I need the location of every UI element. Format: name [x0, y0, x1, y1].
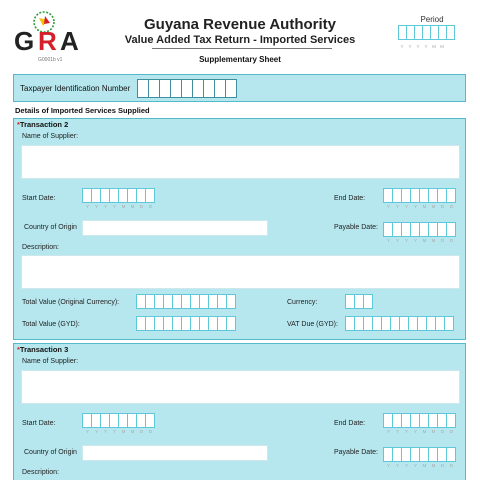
start-date-hint: Y Y Y Y M M D D — [85, 429, 153, 434]
page-title: Guyana Revenue Authority — [144, 16, 336, 33]
period-input[interactable] — [398, 25, 454, 40]
tin-panel — [13, 74, 466, 102]
amount-digit[interactable] — [444, 316, 454, 331]
sheet-label: Supplementary Sheet — [199, 55, 281, 64]
total-value-gyd-label: Total Value (GYD): — [22, 321, 80, 328]
total-value-gyd-input[interactable] — [136, 316, 235, 331]
transaction-panel — [13, 343, 466, 480]
payable-date-input[interactable] — [383, 447, 455, 462]
date-digit[interactable] — [446, 447, 456, 462]
transaction-panel — [13, 118, 466, 340]
country-input[interactable] — [82, 220, 268, 236]
supplier-name-input[interactable] — [21, 145, 460, 179]
payable-date-label: Payable Date: — [334, 449, 378, 456]
tin-label: Taxpayer Identification Number — [20, 84, 131, 93]
form-code: G0001b v1 — [38, 57, 63, 63]
date-digit[interactable] — [145, 188, 155, 203]
svg-text:G: G — [14, 26, 35, 56]
transaction-title: *Transaction 3 — [17, 345, 69, 354]
title-divider — [152, 48, 332, 49]
payable-date-hint: Y Y Y Y M M D D — [386, 238, 454, 243]
start-date-input[interactable] — [82, 188, 154, 203]
section-title: Details of Imported Services Supplied — [15, 106, 150, 115]
date-digit[interactable] — [145, 413, 155, 428]
tin-digit[interactable] — [225, 79, 237, 98]
description-label: Description: — [22, 469, 59, 476]
currency-input[interactable] — [345, 294, 372, 309]
amount-digit[interactable] — [226, 316, 236, 331]
end-date-hint: Y Y Y Y M M D D — [386, 429, 454, 434]
period-label: Period — [420, 15, 444, 24]
tin-input[interactable] — [137, 79, 236, 98]
currency-char[interactable] — [363, 294, 373, 309]
end-date-input[interactable] — [383, 188, 455, 203]
vat-due-input[interactable] — [345, 316, 453, 331]
required-marker: * — [17, 345, 20, 354]
gra-logo — [14, 10, 90, 58]
supplier-name-input[interactable] — [21, 370, 460, 404]
required-marker: * — [17, 120, 20, 129]
supplier-label: Name of Supplier: — [22, 358, 79, 365]
svg-text:R: R — [38, 26, 57, 56]
form-header — [0, 0, 480, 72]
currency-label: Currency: — [287, 299, 318, 306]
period-digit[interactable] — [446, 25, 455, 40]
country-input[interactable] — [82, 445, 268, 461]
start-date-label: Start Date: — [22, 195, 56, 202]
start-date-input[interactable] — [82, 413, 154, 428]
end-date-hint: Y Y Y Y M M D D — [386, 204, 454, 209]
total-value-original-input[interactable] — [136, 294, 235, 309]
country-label: Country of Origin — [24, 449, 77, 456]
date-digit[interactable] — [446, 188, 456, 203]
end-date-input[interactable] — [383, 413, 455, 428]
period-hint: Y Y Y Y M M — [400, 44, 444, 49]
transaction-title: *Transaction 2 — [17, 120, 69, 129]
country-label: Country of Origin — [24, 224, 77, 231]
payable-date-input[interactable] — [383, 222, 455, 237]
page-subtitle: Value Added Tax Return - Imported Services — [124, 34, 356, 46]
vat-due-label: VAT Due (GYD): — [287, 321, 338, 328]
total-value-original-label: Total Value (Original Currency): — [22, 299, 120, 306]
start-date-label: Start Date: — [22, 420, 56, 427]
start-date-hint: Y Y Y Y M M D D — [85, 204, 153, 209]
end-date-label: End Date: — [334, 420, 366, 427]
date-digit[interactable] — [446, 222, 456, 237]
payable-date-hint: Y Y Y Y M M D D — [386, 463, 454, 468]
payable-date-label: Payable Date: — [334, 224, 378, 231]
date-digit[interactable] — [446, 413, 456, 428]
end-date-label: End Date: — [334, 195, 366, 202]
description-input[interactable] — [21, 255, 460, 289]
amount-digit[interactable] — [226, 294, 236, 309]
description-label: Description: — [22, 244, 59, 251]
svg-text:A: A — [60, 26, 79, 56]
supplier-label: Name of Supplier: — [22, 133, 79, 140]
